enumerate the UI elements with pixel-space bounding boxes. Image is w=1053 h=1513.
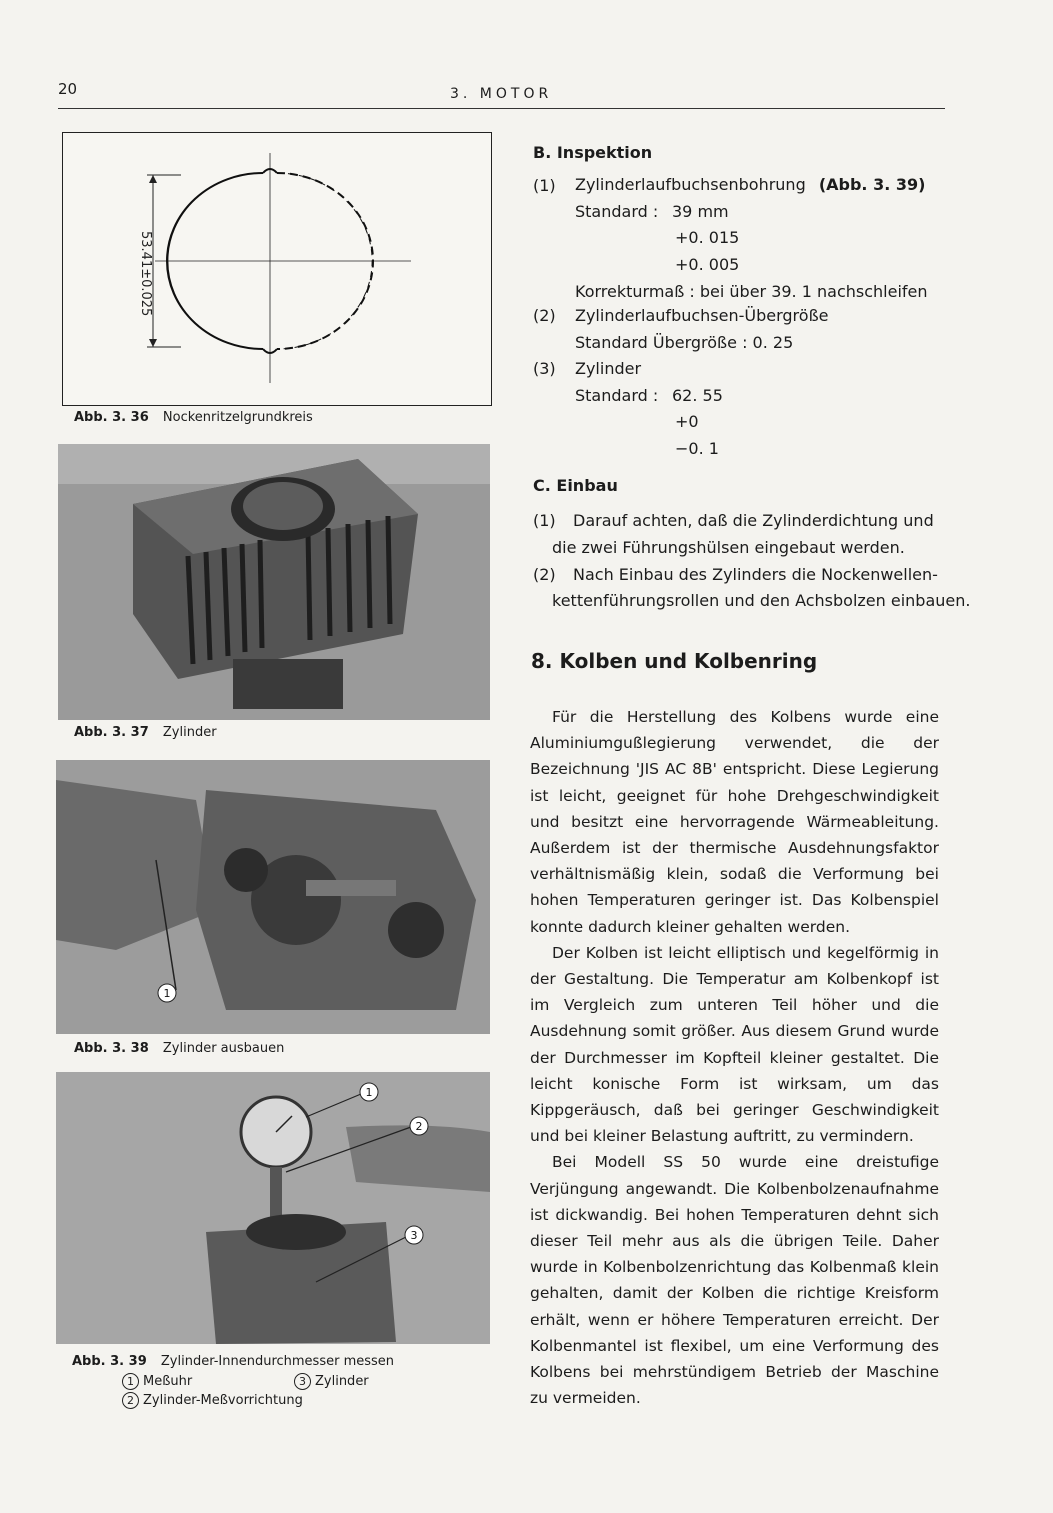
caption-fig339 xyxy=(72,1352,394,1371)
photo-bore-measurement xyxy=(56,1072,490,1344)
item-oversize: Zylinderlaufbuchsen-Übergröße xyxy=(575,306,829,325)
caption-text: Zylinder ausbauen xyxy=(162,1041,285,1056)
einbau-num-1: (1) xyxy=(533,511,556,530)
caption-text: Zylinder xyxy=(162,725,217,740)
std1-value: 39 mm xyxy=(672,202,729,221)
legend-text: Meßuhr xyxy=(143,1374,193,1389)
photo-cylinder xyxy=(58,444,490,720)
einbau-num-2: (2) xyxy=(533,565,556,584)
figure-cam-base-circle xyxy=(62,132,492,406)
std3-value: 62. 55 xyxy=(672,386,723,405)
legend-number: 1 xyxy=(122,1373,139,1390)
paragraph-2: Der Kolben ist leicht elliptisch und kegelförmig in der Gestaltung. Die Temperatur am Kolbenkopf ist im Vergleich zum unteren Teil höher und die Ausdehnung somit größer. Aus diesem Grund wurde der Durchmesser im Kopfteil kleiner gestaltet. Die leicht konische Form ist wirksam, um das Kippgeräusch, daß bei geringer Geschwindigkeit und bei kleiner Belastung auftritt, zu vermindern. xyxy=(530,943,939,1146)
caption-number: Abb. 3. 38 xyxy=(74,1041,149,1056)
heading-einbau: C. Einbau xyxy=(533,476,618,495)
item-num-3: (3) xyxy=(533,359,556,378)
caption-number: Abb. 3. 36 xyxy=(74,410,149,425)
legend-item-3 xyxy=(294,1372,369,1391)
heading-kolben: 8. Kolben und Kolbenring xyxy=(531,649,818,673)
std3-label: Standard : xyxy=(575,386,659,405)
legend-number: 2 xyxy=(122,1392,139,1409)
legend-text: Zylinder xyxy=(315,1374,369,1389)
caption-text: Nockenritzelgrundkreis xyxy=(162,410,313,425)
kolben-body xyxy=(530,704,939,1411)
tol1-minus: +0. 005 xyxy=(675,255,740,274)
caption-fig338 xyxy=(74,1039,284,1058)
item-num-1: (1) xyxy=(533,176,556,195)
tol3-plus: +0 xyxy=(675,412,699,431)
photo-cylinder-removal xyxy=(56,760,490,1034)
tol3-minus: −0. 1 xyxy=(675,439,719,458)
legend-item-1 xyxy=(122,1372,192,1391)
cam-circle-diagram xyxy=(63,133,491,405)
dimension-label: 53.41±0.025 xyxy=(138,231,153,317)
einbau-1-line1: Darauf achten, daß die Zylinderdichtung und xyxy=(573,511,934,530)
caption-number: Abb. 3. 37 xyxy=(74,725,149,740)
einbau-2-line1: Nach Einbau des Zylinders die Nockenwellen- xyxy=(573,565,938,584)
legend-number: 3 xyxy=(294,1373,311,1390)
korrektur: Korrekturmaß : bei über 39. 1 nachschleifen xyxy=(575,282,928,301)
paragraph-1: Für die Herstellung des Kolbens wurde eine Aluminiumgußlegierung verwendet, die der Bezeichnung 'JIS AC 8B' entspricht. Diese Legierung ist leicht, geeignet für hohe Drehgeschwindigkeit und besitzt eine hervorragende Wärmeableitung. Außerdem ist der thermische Ausdehnungsfaktor verhältnismäßig klein, sodaß die Verformung bei hohen Temperaturen geringer ist. Das Kolbenspiel konnte dadurch kleiner gehalten werden. xyxy=(530,708,939,936)
std2: Standard Übergröße : 0. 25 xyxy=(575,333,794,352)
item-bore xyxy=(575,175,925,194)
std1-label: Standard : xyxy=(575,202,659,221)
item-num-2: (2) xyxy=(533,306,556,325)
legend-item-2 xyxy=(122,1391,303,1410)
callout-3: 3 xyxy=(410,1229,418,1242)
legend-text: Zylinder-Meßvorrichtung xyxy=(143,1393,303,1408)
callout-1: 1 xyxy=(365,1086,373,1099)
item-bore-ref: (Abb. 3. 39) xyxy=(818,175,926,194)
chapter-title: 3. MOTOR xyxy=(450,86,553,102)
page-number: 20 xyxy=(58,80,78,98)
paragraph-3: Bei Modell SS 50 wurde eine dreistufige Verjüngung angewandt. Die Kolbenbolzenaufnahme ist dickwandig. Bei hohen Temperaturen dehnt sich dieser Teil mehr aus als die übrigen Teile. Daher wurde in Kolbenbolzenrichtung das Kolbenmaß klein gehalten, damit der Kolben die richtige Kreisform erhält, wenn er höhere Temperaturen erreicht. Der Kolbenmantel ist flexibel, um eine Verformung des Kolbens bei mehrstündigem Betrieb der Maschine zu vermeiden. xyxy=(530,1153,939,1408)
item-bore-text: Zylinderlaufbuchsenbohrung xyxy=(575,175,806,194)
heading-inspektion: B. Inspektion xyxy=(533,143,653,162)
header-rule xyxy=(58,108,945,109)
callout-1: 1 xyxy=(163,987,171,1000)
item-cylinder: Zylinder xyxy=(575,359,642,378)
einbau-1-line2: die zwei Führungshülsen eingebaut werden. xyxy=(552,538,905,557)
einbau-2-line2: kettenführungsrollen und den Achsbolzen einbauen. xyxy=(552,591,971,610)
caption-text: Zylinder-Innendurchmesser messen xyxy=(160,1354,395,1369)
callout-2: 2 xyxy=(415,1120,423,1133)
tol1-plus: +0. 015 xyxy=(675,228,740,247)
caption-number: Abb. 3. 39 xyxy=(72,1354,147,1369)
caption-fig337 xyxy=(74,723,217,742)
caption-fig336 xyxy=(74,408,313,427)
